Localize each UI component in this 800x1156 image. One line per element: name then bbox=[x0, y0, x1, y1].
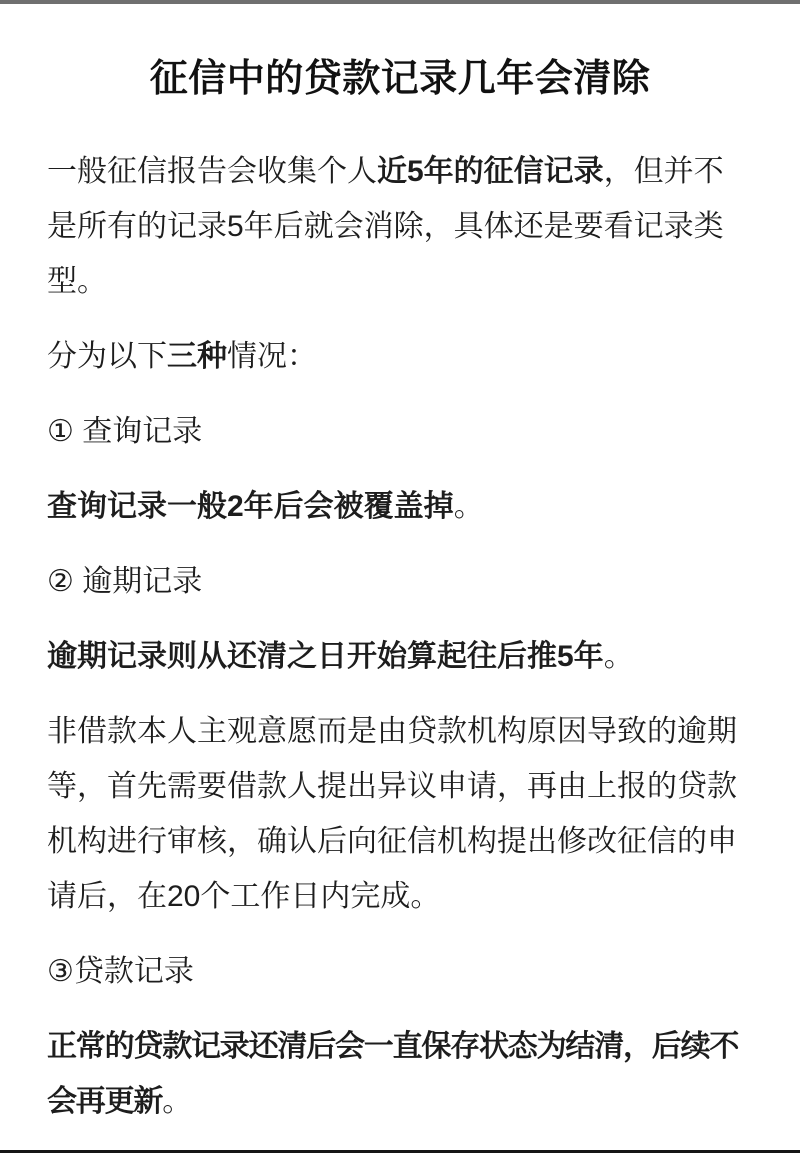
text-run: 情况： bbox=[227, 340, 317, 373]
text-run: ② 逾期记录 bbox=[47, 565, 203, 598]
paragraph-6 bbox=[47, 629, 753, 684]
article bbox=[0, 52, 800, 1129]
paragraph-4 bbox=[47, 479, 753, 534]
text-run: ③贷款记录 bbox=[47, 955, 194, 988]
bottom-edge-bar bbox=[0, 1150, 800, 1153]
paragraph-7 bbox=[47, 704, 753, 924]
text-run: 非借款本人主观意愿而是由贷款机构原因导致的逾期等，首先需要借款人提出异议申请，再由上报的贷款机构进行审核，确认后向征信机构提出修改征信的申请后，在20个工作日内完成。 bbox=[47, 715, 737, 913]
text-run: 。 bbox=[603, 640, 634, 673]
text-run: 正常的贷款记录还清后会一直保存状态为结清，后续不会再更新 bbox=[47, 1030, 739, 1118]
text-run: 逾期记录则从还清之日开始算起往后推5年 bbox=[47, 640, 604, 673]
text-run: 。 bbox=[162, 1085, 192, 1118]
text-run: 近5年的征信记录 bbox=[377, 155, 604, 188]
text-run: 。 bbox=[453, 490, 484, 523]
paragraph-5 bbox=[47, 554, 753, 609]
page-title: 征信中的贷款记录几年会清除 bbox=[149, 58, 651, 100]
text-run: 三种 bbox=[167, 340, 227, 373]
text-run: 分为以下 bbox=[47, 340, 167, 373]
paragraph-3 bbox=[47, 404, 753, 459]
article-body bbox=[47, 144, 753, 1129]
top-edge-bar bbox=[0, 0, 800, 4]
paragraph-9 bbox=[47, 1019, 753, 1129]
text-run: 一般征信报告会收集个人 bbox=[47, 155, 377, 188]
paragraph-8 bbox=[47, 944, 753, 999]
text-run: ，但并不是所有的记录5年后就会消除，具体还是要看记录类型。 bbox=[47, 155, 724, 298]
text-run: 查询记录一般2年后会被覆盖掉 bbox=[47, 490, 454, 523]
paragraph-1 bbox=[47, 144, 753, 309]
paragraph-2 bbox=[47, 329, 753, 384]
text-run: ① 查询记录 bbox=[47, 415, 203, 448]
